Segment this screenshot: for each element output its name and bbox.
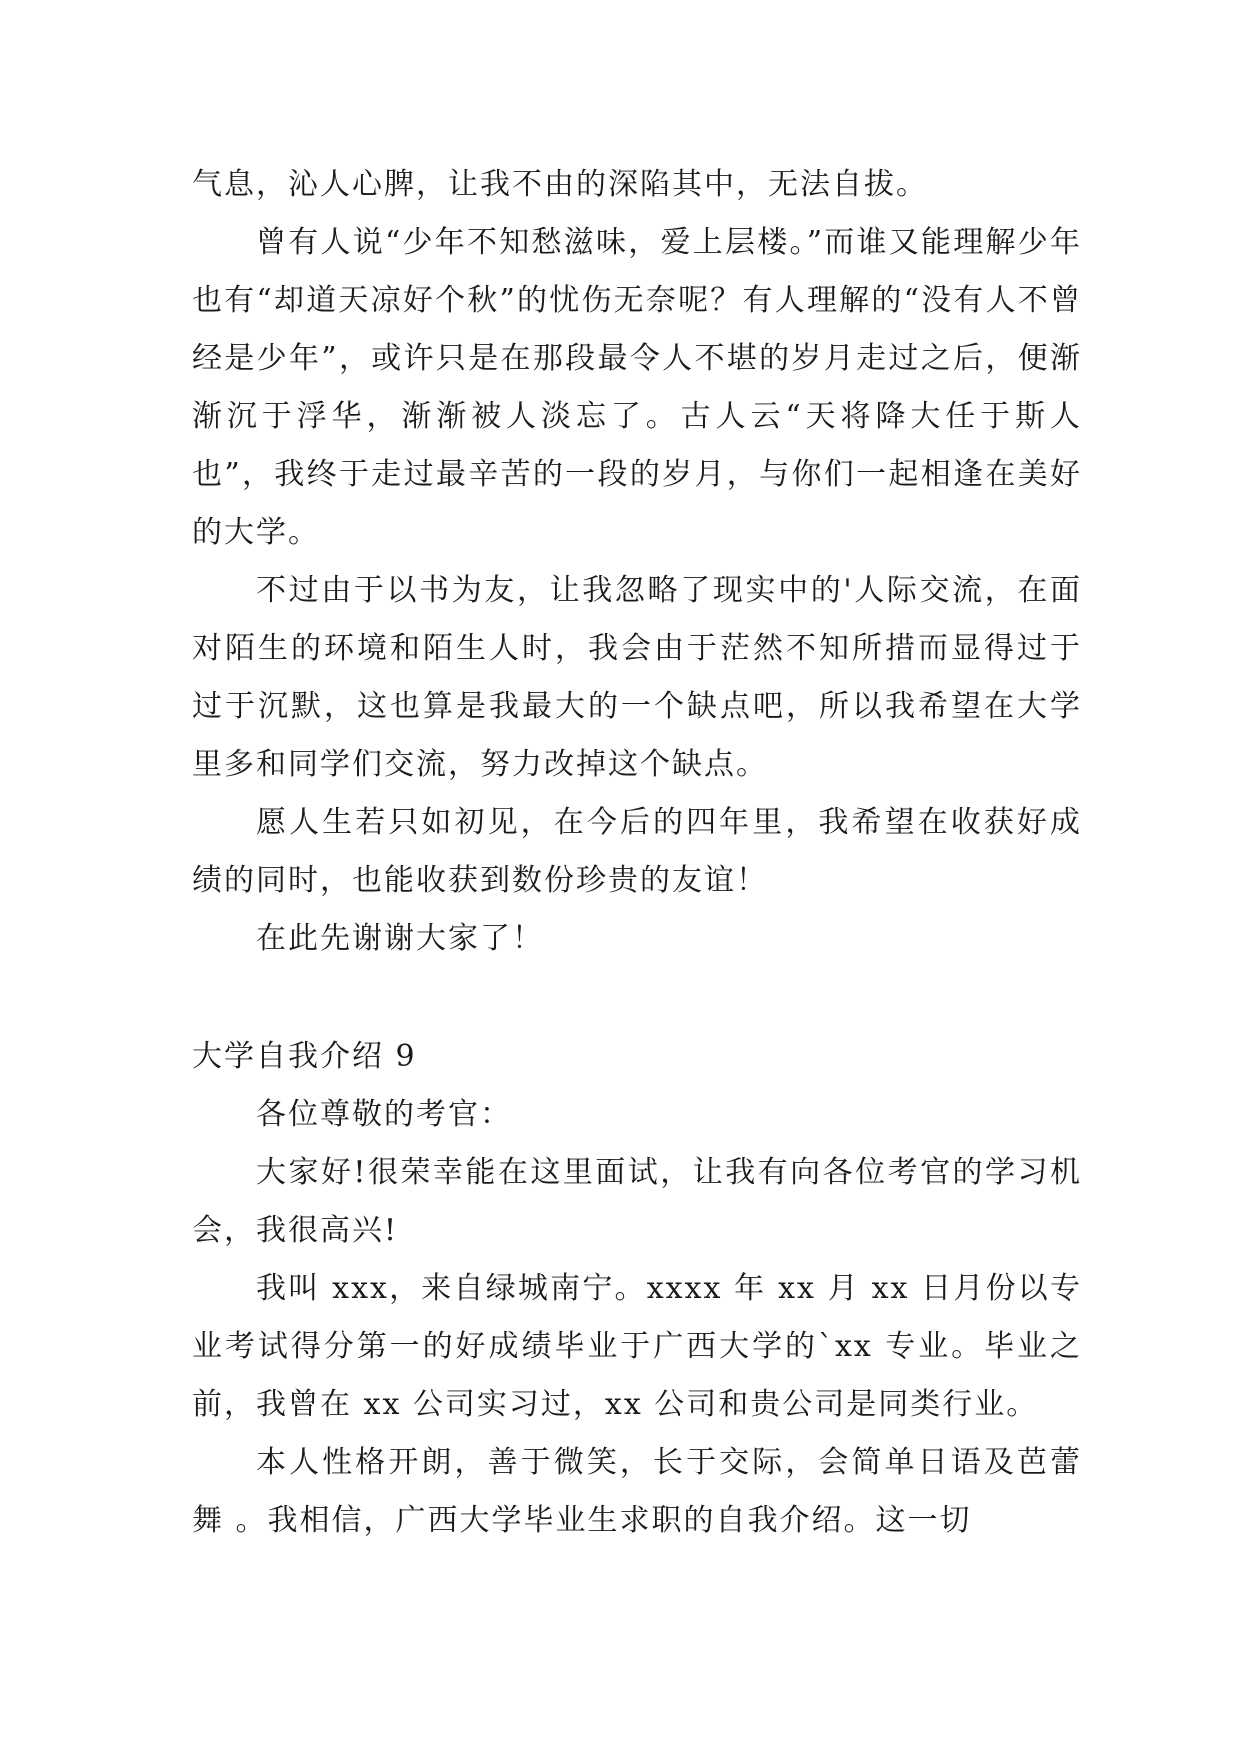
document-body bbox=[192, 156, 1082, 1550]
paragraph: 愿人生若只如初见，在今后的四年里，我希望在收获好成绩的同时，也能收获到数份珍贵的友谊！ bbox=[192, 805, 1082, 898]
paragraph: 各位尊敬的考官： bbox=[256, 1097, 512, 1132]
paragraph: 本人性格开朗，善于微笑，长于交际，会简单日语及芭蕾舞 。我相信，广西大学毕业生求职的自我介绍。这一切 bbox=[192, 1445, 1082, 1538]
section-heading: 大学自我介绍 9 bbox=[192, 1039, 417, 1074]
paragraph: 气息，沁人心脾，让我不由的深陷其中，无法自拔。 bbox=[192, 167, 928, 202]
paragraph: 不过由于以书为友，让我忽略了现实中的'人际交流，在面对陌生的环境和陌生人时，我会由于茫然不知所措而显得过于过于沉默，这也算是我最大的一个缺点吧，所以我希望在大学里多和同学们交流，努力改掉这个缺点。 bbox=[192, 573, 1082, 782]
paragraph: 曾有人说“少年不知愁滋味，爱上层楼。”而谁又能理解少年也有“却道天凉好个秋”的忧伤无奈呢？有人理解的“没有人不曾经是少年”，或许只是在那段最令人不堪的岁月走过之后，便渐渐沉于浮华，渐渐被人淡忘了。古人云“天将降大任于斯人也”，我终于走过最辛苦的一段的岁月，与你们一起相逢在美好的大学。 bbox=[192, 225, 1082, 550]
paragraph: 我叫 xxx，来自绿城南宁。xxxx 年 xx 月 xx 日月份以专业考试得分第一的好成绩毕业于广西大学的`xx 专业。毕业之前，我曾在 xx 公司实习过，xx 公司和贵公司是同类行业。 bbox=[192, 1271, 1082, 1422]
paragraph: 大家好!很荣幸能在这里面试，让我有向各位考官的学习机会，我很高兴! bbox=[192, 1155, 1082, 1248]
paragraph: 在此先谢谢大家了！ bbox=[256, 921, 544, 956]
